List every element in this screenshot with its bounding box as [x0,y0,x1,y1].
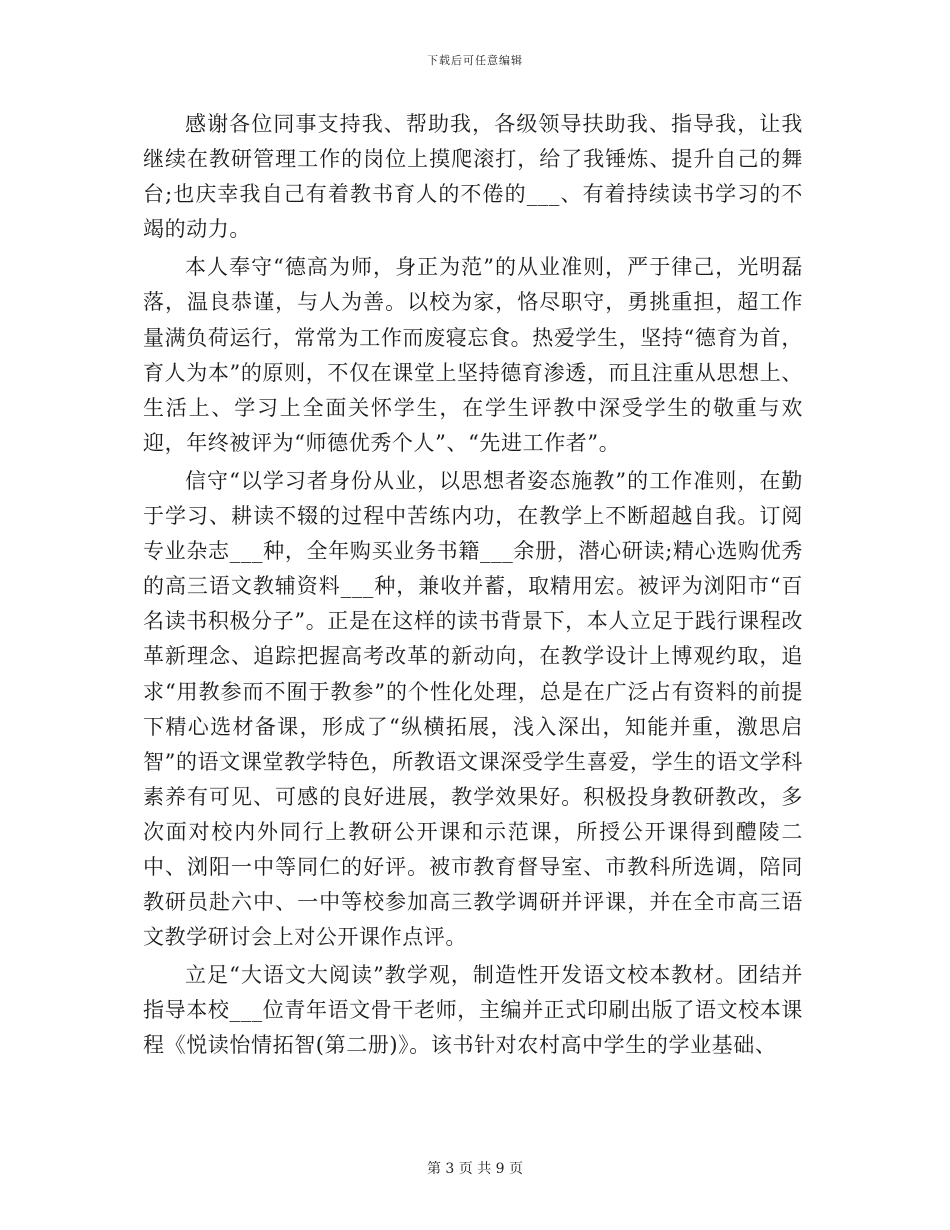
paragraph-4: 立足“大语文大阅读”教学观，制造性开发语文校本教材。团结并指导本校___位青年语文骨干老师，主编并正式印刷出版了语文校本课程《悦读怡情拓智(第二册)》。该书针对农村高中学生的学业基础、 [143,963,803,1058]
document-body [143,107,803,1064]
page-number: 第 3 页 共 9 页 [426,1161,524,1177]
header-note: 下载后可任意编辑 [427,54,523,67]
paragraph-1: 感谢各位同事支持我、帮助我，各级领导扶助我、指导我，让我继续在教研管理工作的岗位上摸爬滚打，给了我锤炼、提升自己的舞台;也庆幸我自己有着教书育人的不倦的___、有着持续读书学习的不竭的动力。 [143,112,803,242]
paragraph-3: 信守“以学习者身份从业，以思想者姿态施教”的工作准则，在勤于学习、耕读不辍的过程中苦练内功，在教学上不断超越自我。订阅专业杂志___种，全年购买业务书籍___余册，潜心研读;精心选购优秀的高三语文教辅资料___种，兼收并蓄，取精用宏。被评为浏阳市“百名读书积极分子”。正是在这样的读书背景下，本人立足于践行课程改革新理念、追踪把握高考改革的新动向，在教学设计上博观约取，追求“用教参而不囿于教参”的个性化处理，总是在广泛占有资料的前提下精心选材备课，形成了“纵横拓展，浅入深出，知能并重，激思启智”的语文课堂教学特色，所教语文课深受学生喜爱，学生的语文学科素养有可见、可感的良好进展，教学效果好。积极投身教研教改，多次面对校内外同行上教研公开课和示范课，所授公开课得到醴陵二中、浏阳一中等同仁的好评。被市教育督导室、市教科所选调，陪同教研员赴六中、一中等校参加高三教学调研并评课，并在全市高三语文教学研讨会上对公开课作点评。 [143,468,803,950]
paragraph-2: 本人奉守“德高为师，身正为范”的从业准则，严于律己，光明磊落，温良恭谨，与人为善。以校为家，恪尽职守，勇挑重担，超工作量满负荷运行，常常为工作而废寝忘食。热爱学生，坚持“德育为首，育人为本”的原则，不仅在课堂上坚持德育渗透，而且注重从思想上、生活上、学习上全面关怀学生，在学生评教中深受学生的敬重与欢迎，年终被评为“师德优秀个人”、“先进工作者”。 [143,255,803,455]
